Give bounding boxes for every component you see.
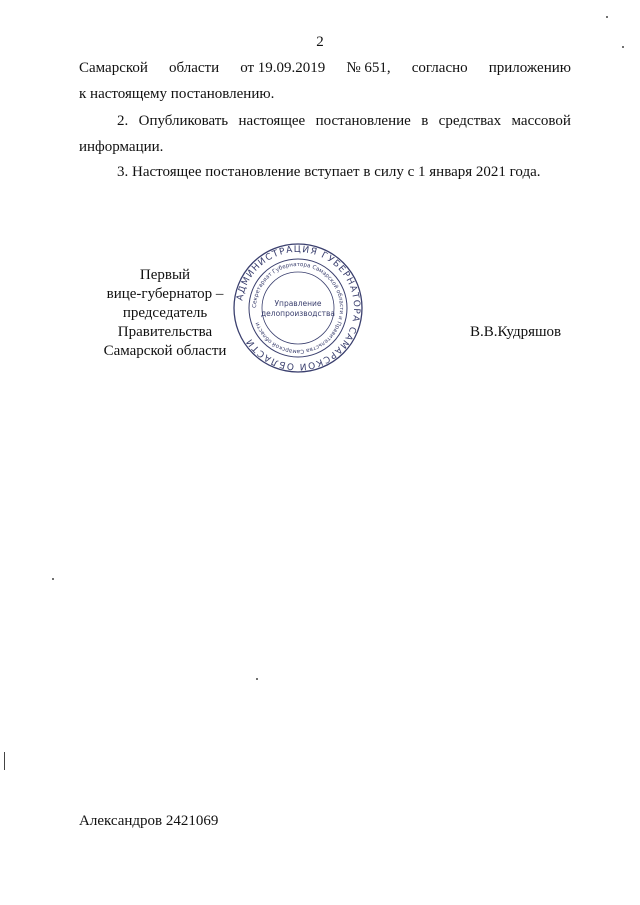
signatory-line-3: председатель Правительства [117,305,213,340]
paragraph-2-line-1 [117,111,571,131]
paragraph-1-line-2: к настоящему постановлению. [79,86,275,102]
stamp-inner-ring [262,272,334,344]
word: № 651, [346,60,391,76]
word: постановление [315,113,411,129]
word: настоящее [238,113,306,129]
word: в [421,113,429,129]
scan-speck [256,678,258,680]
paragraph-3: 3. Настоящее постановление вступает в силу с 1 января 2021 года. [117,164,541,180]
signatory-line-2: вице-губернатор – [106,286,224,302]
stamp-center-line-1: Управление [274,299,322,308]
stamp-inner-text: Секретариат Губернатора Самарской области и Правительства Самарской области [251,261,345,355]
word: средствах [438,113,502,129]
word: 2. [117,113,129,129]
stamp-center-line-2: делопроизводства [260,309,336,318]
document-footer: Александров 2421069 [79,813,219,829]
word: массовой [511,113,571,129]
page-number: 2 [316,34,324,50]
signatory-line-4: Самарской области [103,343,227,359]
stamp-middle-ring [249,259,347,357]
paragraph-1-line-1 [79,58,571,78]
word: Самарской [79,60,148,76]
signatory-title [79,266,251,361]
word: приложению [488,60,571,76]
stamp-outer-text: АДМИНИСТРАЦИЯ ГУБЕРНАТОРА САМАРСКОЙ ОБЛАСТИ [235,244,362,372]
scan-speck [4,752,5,770]
scan-speck [606,16,608,18]
scan-speck [622,46,624,48]
signatory-name: В.В.Кудряшов [470,324,562,340]
paragraph-2-line-2: информации. [79,139,164,155]
word: от 19.09.2019 [240,60,326,76]
word: согласно [411,60,468,76]
signatory-line-1: Первый [139,267,191,283]
official-stamp [232,242,364,374]
word: области [168,60,220,76]
scan-speck [52,578,54,580]
word: Опубликовать [138,113,229,129]
